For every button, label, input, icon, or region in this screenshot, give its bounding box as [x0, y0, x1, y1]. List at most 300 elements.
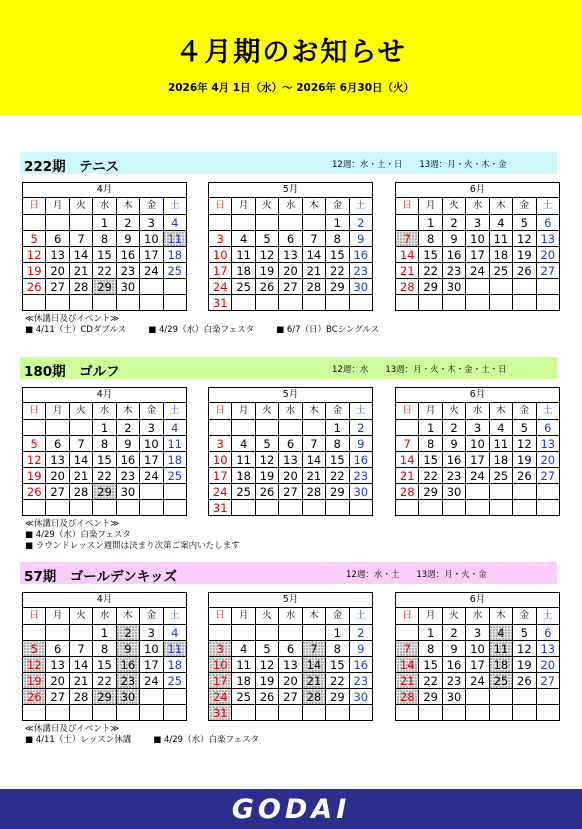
day-cell: 10: [209, 452, 232, 468]
calendar-1: [22, 182, 187, 311]
day-cell: 25: [489, 468, 512, 484]
day-cell: 14: [69, 657, 92, 673]
day-cell: 29: [419, 279, 442, 295]
empty-cell: [69, 215, 92, 231]
godai-logo: GODAI: [231, 794, 351, 825]
day-cell: 5: [513, 215, 536, 231]
weekday-header: 日: [23, 198, 46, 215]
day-cell: 6: [46, 436, 69, 452]
month-label: 4月: [23, 183, 187, 198]
empty-cell: [163, 705, 186, 721]
weekday-header: 金: [513, 608, 536, 625]
weekday-header: 金: [140, 403, 163, 420]
day-cell: 2: [116, 420, 139, 436]
day-cell: 29: [93, 689, 116, 705]
weekday-header: 金: [326, 608, 349, 625]
weekday-header: 水: [279, 198, 302, 215]
day-cell: 29: [93, 484, 116, 500]
event-item: ■ 6/7（日）BCシングルス: [276, 325, 380, 335]
day-cell: 6: [279, 641, 302, 657]
day-cell: 12: [513, 641, 536, 657]
day-cell: 30: [442, 689, 465, 705]
day-cell: 6: [279, 231, 302, 247]
empty-cell: [232, 420, 255, 436]
day-cell: 5: [23, 641, 46, 657]
footer-bar: [0, 789, 582, 829]
empty-cell: [302, 295, 325, 311]
empty-cell: [69, 705, 92, 721]
day-cell: 1: [326, 625, 349, 641]
weekday-header: 水: [93, 608, 116, 625]
day-cell: 22: [419, 673, 442, 689]
day-cell: 10: [466, 231, 489, 247]
empty-cell: [326, 500, 349, 516]
calendar-2: [208, 387, 373, 516]
weekday-header: 水: [466, 608, 489, 625]
day-cell: 10: [140, 641, 163, 657]
weekday-header: 土: [349, 608, 372, 625]
empty-cell: [513, 295, 536, 311]
weekday-header: 日: [209, 198, 232, 215]
day-cell: 21: [69, 673, 92, 689]
day-cell: 7: [302, 436, 325, 452]
weekday-header: 水: [93, 403, 116, 420]
weekday-header: 日: [23, 608, 46, 625]
weekday-header: 土: [163, 403, 186, 420]
day-cell: 4: [163, 625, 186, 641]
day-cell: 10: [209, 247, 232, 263]
day-cell: 20: [536, 452, 559, 468]
empty-cell: [116, 705, 139, 721]
weekday-header: 水: [466, 403, 489, 420]
empty-cell: [46, 295, 69, 311]
day-cell: 19: [23, 263, 46, 279]
day-cell: 24: [209, 689, 232, 705]
day-cell: 28: [302, 279, 325, 295]
day-cell: 23: [349, 673, 372, 689]
empty-cell: [302, 215, 325, 231]
empty-cell: [302, 705, 325, 721]
day-cell: 10: [209, 657, 232, 673]
weekday-header: 火: [255, 403, 278, 420]
day-cell: 31: [209, 705, 232, 721]
day-cell: 25: [489, 263, 512, 279]
day-cell: 16: [116, 657, 139, 673]
empty-cell: [69, 500, 92, 516]
month-label: 5月: [209, 388, 373, 403]
day-cell: 17: [140, 247, 163, 263]
empty-cell: [302, 500, 325, 516]
header-banner: [0, 0, 582, 115]
empty-cell: [279, 705, 302, 721]
section-title: 180期 ゴルフ: [24, 364, 120, 380]
day-cell: 4: [232, 231, 255, 247]
day-cell: 21: [69, 468, 92, 484]
weekday-header: 月: [46, 608, 69, 625]
day-cell: 8: [326, 231, 349, 247]
day-cell: 1: [93, 420, 116, 436]
day-cell: 14: [302, 452, 325, 468]
day-cell: 30: [442, 279, 465, 295]
empty-cell: [163, 484, 186, 500]
empty-cell: [513, 279, 536, 295]
day-cell: 29: [93, 279, 116, 295]
empty-cell: [419, 705, 442, 721]
day-cell: 21: [302, 263, 325, 279]
day-cell: 18: [232, 673, 255, 689]
empty-cell: [140, 689, 163, 705]
day-cell: 30: [442, 484, 465, 500]
event-notes: [25, 519, 240, 552]
day-cell: 4: [489, 420, 512, 436]
month-label: 6月: [396, 593, 560, 608]
weekday-header: 日: [396, 608, 419, 625]
month-label: 5月: [209, 593, 373, 608]
weekday-header: 日: [23, 403, 46, 420]
weekday-header: 火: [69, 403, 92, 420]
day-cell: 2: [349, 215, 372, 231]
section-schedule: 12週：水 13週：月・火・木・金・土・日: [332, 365, 507, 375]
day-cell: 19: [513, 247, 536, 263]
day-cell: 16: [349, 657, 372, 673]
empty-cell: [163, 279, 186, 295]
day-cell: 20: [46, 673, 69, 689]
day-cell: 30: [349, 689, 372, 705]
weekday-header: 水: [466, 198, 489, 215]
empty-cell: [326, 705, 349, 721]
calendar-3: [395, 387, 560, 516]
day-cell: 11: [163, 231, 186, 247]
day-cell: 13: [46, 452, 69, 468]
day-cell: 5: [513, 625, 536, 641]
day-cell: 20: [279, 673, 302, 689]
day-cell: 12: [513, 436, 536, 452]
weekday-header: 土: [536, 403, 559, 420]
empty-cell: [23, 215, 46, 231]
day-cell: 28: [69, 484, 92, 500]
empty-cell: [116, 500, 139, 516]
weekday-header: 金: [140, 608, 163, 625]
day-cell: 28: [69, 689, 92, 705]
empty-cell: [23, 705, 46, 721]
day-cell: 19: [23, 468, 46, 484]
day-cell: 16: [116, 247, 139, 263]
day-cell: 13: [279, 657, 302, 673]
day-cell: 13: [536, 231, 559, 247]
day-cell: 28: [396, 484, 419, 500]
day-cell: 30: [116, 689, 139, 705]
weekday-header: 土: [163, 608, 186, 625]
day-cell: 2: [442, 420, 465, 436]
empty-cell: [513, 484, 536, 500]
day-cell: 29: [326, 279, 349, 295]
day-cell: 12: [255, 247, 278, 263]
empty-cell: [279, 500, 302, 516]
day-cell: 21: [302, 468, 325, 484]
day-cell: 7: [396, 436, 419, 452]
day-cell: 3: [140, 625, 163, 641]
weekday-header: 金: [326, 403, 349, 420]
empty-cell: [349, 295, 372, 311]
section-1: [20, 152, 557, 352]
month-label: 4月: [23, 388, 187, 403]
day-cell: 2: [442, 625, 465, 641]
day-cell: 20: [536, 657, 559, 673]
day-cell: 12: [255, 657, 278, 673]
day-cell: 27: [279, 279, 302, 295]
day-cell: 9: [116, 436, 139, 452]
day-cell: 13: [279, 247, 302, 263]
empty-cell: [23, 625, 46, 641]
day-cell: 26: [23, 279, 46, 295]
weekday-header: 月: [46, 403, 69, 420]
day-cell: 13: [536, 641, 559, 657]
day-cell: 22: [419, 263, 442, 279]
calendar-3: [395, 592, 560, 721]
day-cell: 14: [302, 247, 325, 263]
month-label: 5月: [209, 183, 373, 198]
weekday-header: 日: [396, 198, 419, 215]
empty-cell: [209, 420, 232, 436]
weekday-header: 木: [489, 608, 512, 625]
weekday-header: 土: [536, 198, 559, 215]
day-cell: 5: [255, 436, 278, 452]
calendar-2: [208, 182, 373, 311]
day-cell: 15: [419, 657, 442, 673]
empty-cell: [349, 500, 372, 516]
empty-cell: [255, 215, 278, 231]
day-cell: 18: [163, 452, 186, 468]
weekday-header: 木: [489, 198, 512, 215]
day-cell: 3: [209, 641, 232, 657]
day-cell: 20: [46, 468, 69, 484]
day-cell: 25: [489, 673, 512, 689]
day-cell: 4: [163, 420, 186, 436]
day-cell: 11: [163, 641, 186, 657]
month-label: 6月: [396, 183, 560, 198]
day-cell: 12: [23, 247, 46, 263]
day-cell: 15: [93, 247, 116, 263]
empty-cell: [466, 484, 489, 500]
day-cell: 10: [466, 436, 489, 452]
day-cell: 1: [419, 420, 442, 436]
day-cell: 21: [69, 263, 92, 279]
empty-cell: [349, 705, 372, 721]
day-cell: 6: [536, 420, 559, 436]
day-cell: 22: [326, 468, 349, 484]
event-item: ■ ラウンドレッスン週間は決まり次第ご案内いたします: [25, 541, 240, 551]
day-cell: 26: [255, 279, 278, 295]
day-cell: 27: [46, 484, 69, 500]
weekday-header: 土: [349, 198, 372, 215]
day-cell: 23: [349, 263, 372, 279]
day-cell: 23: [442, 263, 465, 279]
day-cell: 8: [326, 436, 349, 452]
day-cell: 18: [163, 657, 186, 673]
day-cell: 8: [326, 641, 349, 657]
day-cell: 8: [419, 231, 442, 247]
section-3: [20, 562, 557, 762]
calendar-2: [208, 592, 373, 721]
period-text: 2026年 4月 1日（水）～ 2026年 6月30日（火）: [167, 82, 415, 94]
day-cell: 6: [46, 641, 69, 657]
empty-cell: [255, 295, 278, 311]
weekday-header: 月: [232, 403, 255, 420]
day-cell: 29: [326, 689, 349, 705]
day-cell: 16: [442, 452, 465, 468]
day-cell: 8: [419, 641, 442, 657]
calendar-3: [395, 182, 560, 311]
empty-cell: [232, 705, 255, 721]
day-cell: 7: [69, 231, 92, 247]
day-cell: 5: [255, 231, 278, 247]
day-cell: 27: [536, 673, 559, 689]
empty-cell: [442, 295, 465, 311]
day-cell: 11: [489, 436, 512, 452]
empty-cell: [536, 484, 559, 500]
section-schedule: 12週：水・土・日 13週：月・火・木・金: [332, 160, 507, 170]
empty-cell: [536, 705, 559, 721]
empty-cell: [279, 420, 302, 436]
day-cell: 1: [326, 420, 349, 436]
day-cell: 17: [466, 452, 489, 468]
empty-cell: [279, 295, 302, 311]
day-cell: 14: [396, 452, 419, 468]
day-cell: 7: [302, 231, 325, 247]
day-cell: 5: [23, 436, 46, 452]
day-cell: 16: [442, 247, 465, 263]
day-cell: 28: [69, 279, 92, 295]
day-cell: 15: [326, 657, 349, 673]
empty-cell: [140, 705, 163, 721]
day-cell: 8: [93, 436, 116, 452]
day-cell: 22: [326, 673, 349, 689]
day-cell: 9: [442, 436, 465, 452]
section-2: [20, 357, 557, 557]
empty-cell: [489, 705, 512, 721]
day-cell: 1: [93, 215, 116, 231]
day-cell: 11: [163, 436, 186, 452]
weekday-header: 土: [349, 403, 372, 420]
day-cell: 17: [209, 673, 232, 689]
day-cell: 21: [396, 263, 419, 279]
day-cell: 2: [349, 420, 372, 436]
empty-cell: [140, 295, 163, 311]
weekday-header: 月: [232, 198, 255, 215]
empty-cell: [46, 705, 69, 721]
day-cell: 24: [140, 468, 163, 484]
empty-cell: [326, 295, 349, 311]
day-cell: 3: [209, 436, 232, 452]
empty-cell: [140, 484, 163, 500]
empty-cell: [396, 295, 419, 311]
empty-cell: [232, 215, 255, 231]
day-cell: 30: [116, 484, 139, 500]
empty-cell: [396, 215, 419, 231]
day-cell: 15: [419, 452, 442, 468]
day-cell: 30: [349, 279, 372, 295]
empty-cell: [489, 484, 512, 500]
day-cell: 10: [140, 436, 163, 452]
day-cell: 1: [326, 215, 349, 231]
section-title: 57期 ゴールデンキッズ: [24, 569, 177, 585]
weekday-header: 月: [419, 198, 442, 215]
empty-cell: [536, 279, 559, 295]
day-cell: 25: [232, 279, 255, 295]
event-item: ■ 4/29（水）白楽フェスタ: [25, 530, 131, 540]
empty-cell: [46, 215, 69, 231]
empty-cell: [466, 705, 489, 721]
weekday-header: 水: [279, 403, 302, 420]
day-cell: 16: [349, 247, 372, 263]
empty-cell: [163, 500, 186, 516]
day-cell: 7: [396, 231, 419, 247]
weekday-header: 火: [442, 608, 465, 625]
weekday-header: 木: [489, 403, 512, 420]
empty-cell: [255, 500, 278, 516]
day-cell: 31: [209, 500, 232, 516]
day-cell: 22: [93, 468, 116, 484]
day-cell: 14: [396, 247, 419, 263]
day-cell: 10: [466, 641, 489, 657]
day-cell: 11: [232, 452, 255, 468]
day-cell: 20: [536, 247, 559, 263]
day-cell: 8: [93, 231, 116, 247]
empty-cell: [513, 500, 536, 516]
day-cell: 9: [349, 436, 372, 452]
empty-cell: [279, 625, 302, 641]
day-cell: 18: [163, 247, 186, 263]
day-cell: 2: [116, 215, 139, 231]
empty-cell: [232, 500, 255, 516]
weekday-header: 日: [396, 403, 419, 420]
day-cell: 24: [209, 279, 232, 295]
empty-cell: [46, 500, 69, 516]
empty-cell: [69, 420, 92, 436]
day-cell: 19: [513, 452, 536, 468]
empty-cell: [116, 295, 139, 311]
day-cell: 8: [93, 641, 116, 657]
day-cell: 26: [23, 689, 46, 705]
day-cell: 14: [69, 247, 92, 263]
day-cell: 25: [163, 673, 186, 689]
weekday-header: 木: [302, 403, 325, 420]
day-cell: 16: [349, 452, 372, 468]
day-cell: 4: [232, 641, 255, 657]
day-cell: 26: [23, 484, 46, 500]
empty-cell: [232, 625, 255, 641]
empty-cell: [23, 500, 46, 516]
day-cell: 25: [232, 484, 255, 500]
day-cell: 14: [69, 452, 92, 468]
day-cell: 3: [209, 231, 232, 247]
empty-cell: [396, 420, 419, 436]
day-cell: 9: [116, 231, 139, 247]
day-cell: 29: [419, 689, 442, 705]
section-header-bar: [20, 152, 557, 174]
day-cell: 26: [513, 468, 536, 484]
weekday-header: 月: [419, 403, 442, 420]
day-cell: 26: [513, 673, 536, 689]
weekday-header: 火: [442, 403, 465, 420]
notes-heading: ≪休講日及びイベント≫: [25, 314, 120, 324]
day-cell: 15: [93, 452, 116, 468]
day-cell: 7: [396, 641, 419, 657]
notes-heading: ≪休講日及びイベント≫: [25, 724, 120, 734]
day-cell: 20: [279, 468, 302, 484]
day-cell: 22: [93, 263, 116, 279]
day-cell: 15: [419, 247, 442, 263]
